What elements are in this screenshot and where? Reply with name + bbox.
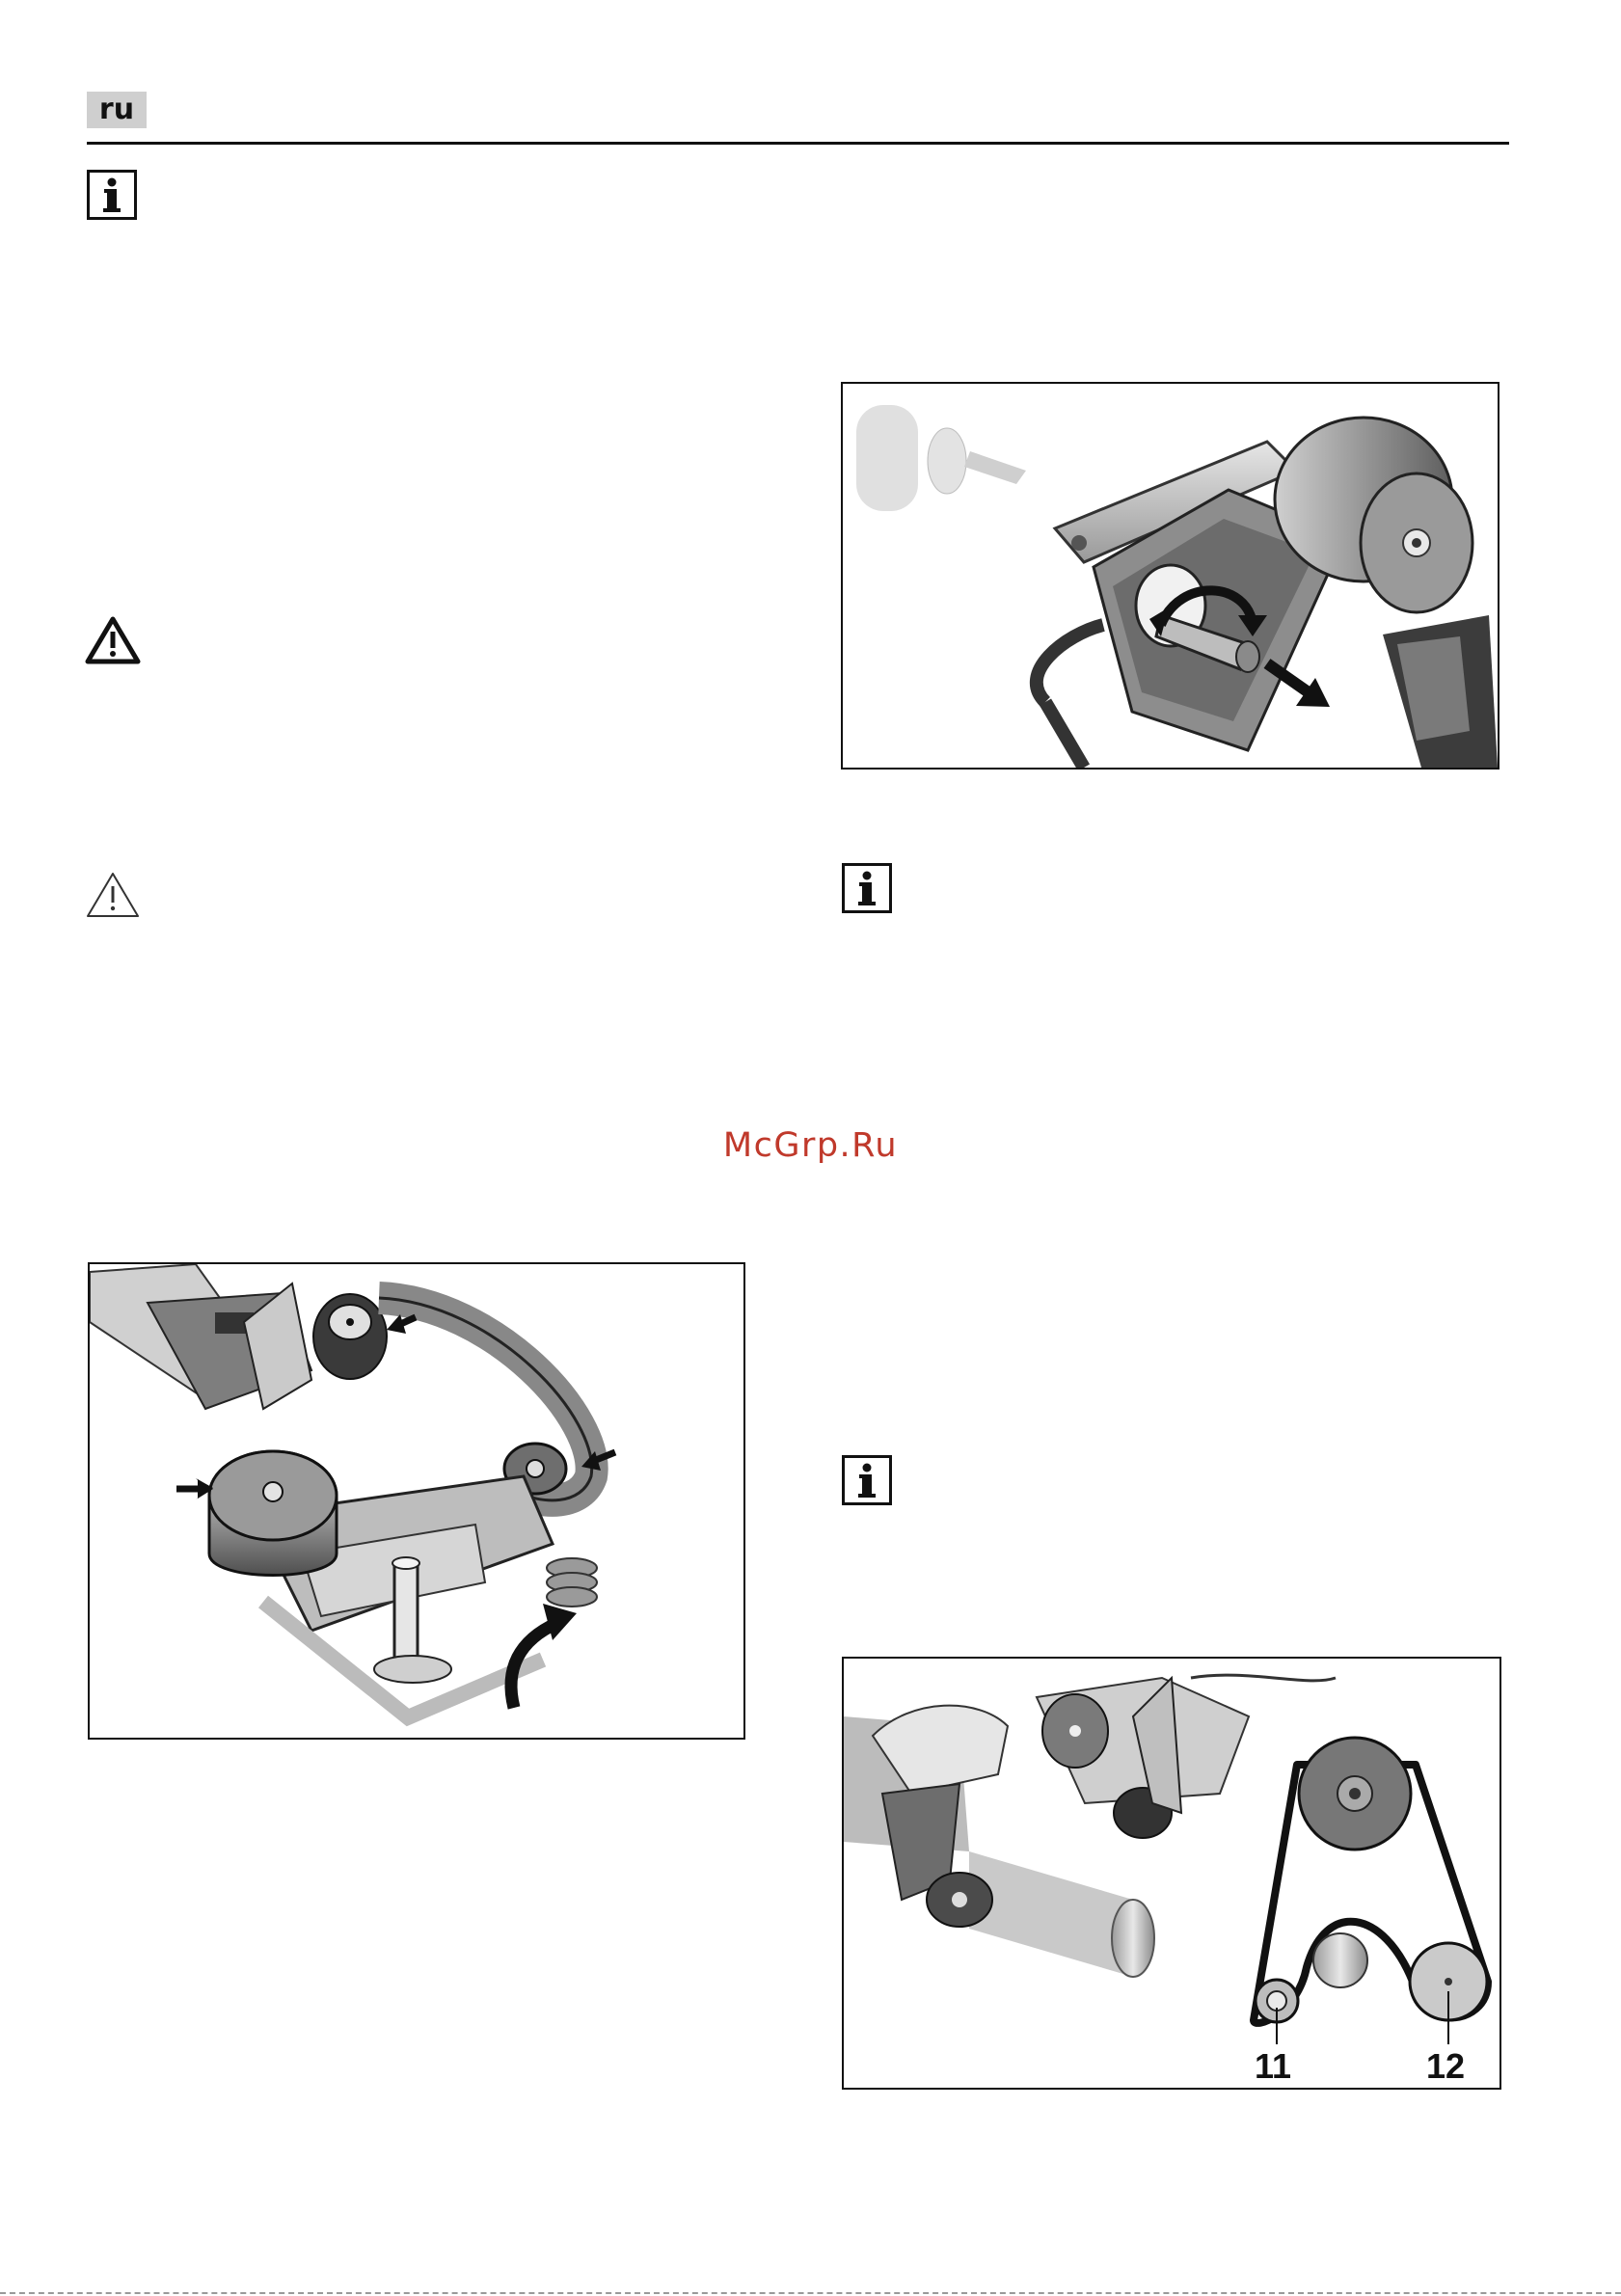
callout-11: 11 xyxy=(1255,2046,1292,2086)
belt-tensioner-figure xyxy=(88,1262,745,1740)
info-icon xyxy=(842,1455,892,1505)
info-icon xyxy=(842,863,892,913)
page-bottom-rule xyxy=(0,2292,1621,2294)
language-badge: ru xyxy=(87,92,147,128)
warning-icon xyxy=(85,615,141,665)
handle-mounting-figure xyxy=(841,382,1499,770)
info-icon xyxy=(87,170,137,220)
header-rule xyxy=(87,142,1509,145)
warning-icon xyxy=(85,870,141,920)
watermark: McGrp.Ru xyxy=(722,1126,899,1165)
belt-routing-figure xyxy=(842,1657,1501,2090)
callout-12: 12 xyxy=(1426,2046,1466,2086)
